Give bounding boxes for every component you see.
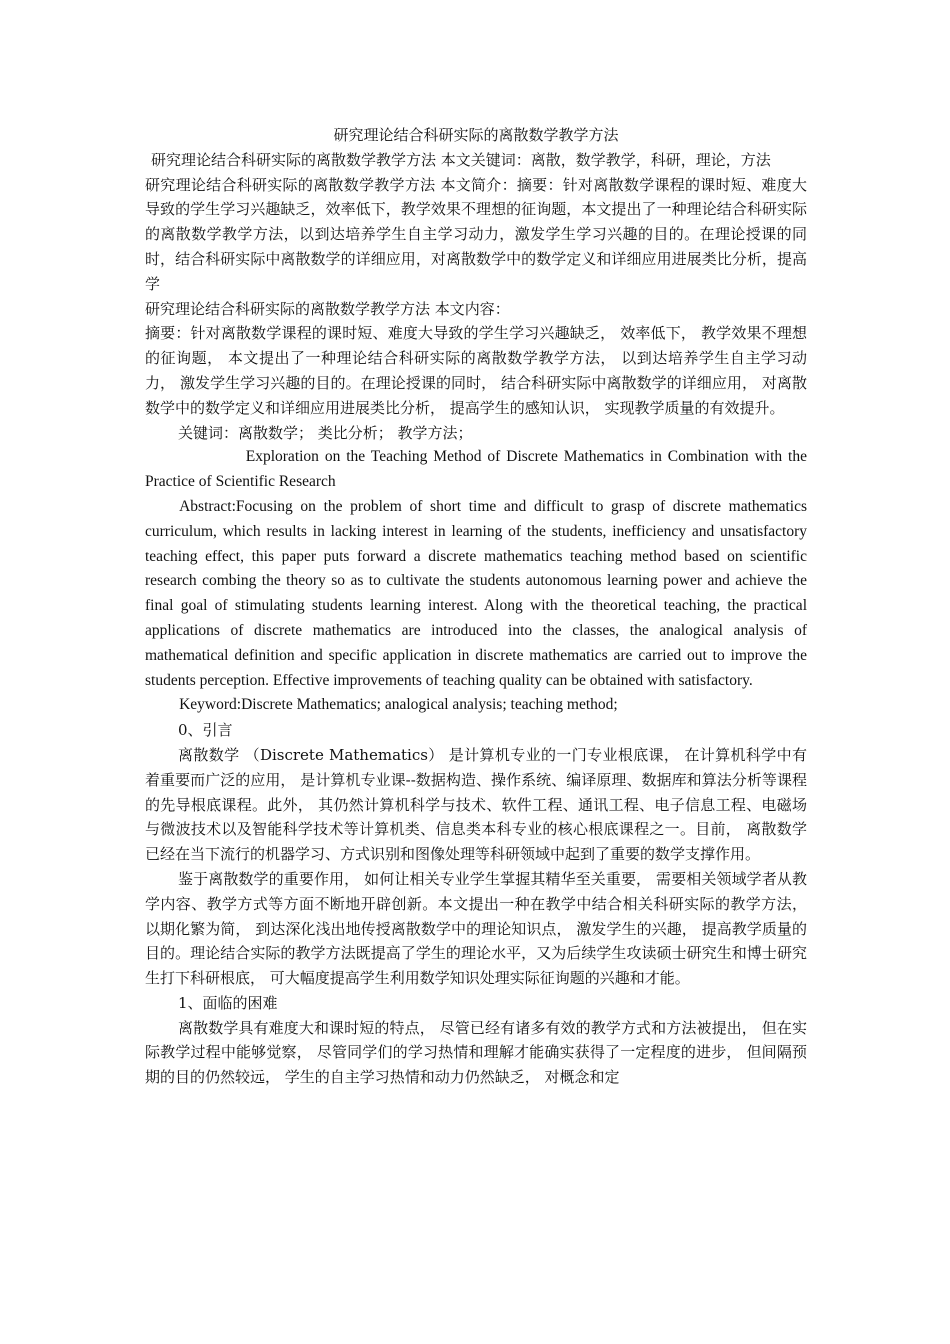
- document-body: [145, 123, 807, 1090]
- section-1-heading: 1、面临的困难: [178, 993, 278, 1012]
- keywords-en: Keyword:Discrete Mathematics; analogical analysis; teaching method;: [179, 696, 618, 714]
- section-0-paragraph-1: 离散数学 （Discrete Mathematics） 是计算机专业的一门专业根底课， 在计算机科学中有着重要而广泛的应用， 是计算机专业课--数据构造、操作系统、编译原理、数据库和算法分析等课程的先导根底课程。此外， 其仍然计算机科学与技术、软件工程、通讯工程、电子信息工程、电磁场与微波技术以及智能科学技术等计算机类、信息类本科专业的核心根底课程之一。目前， 离散数学已经在当下流行的机器学习、方式识别和图像处理等科研领域中起到了重要的数学支撑作用。: [145, 745, 807, 864]
- abstract-cn: 摘要：针对离散数学课程的课时短、难度大导致的学生学习兴趣缺乏， 效率低下， 教学效果不理想的征询题， 本文提出了一种理论结合科研实际的离散数学教学方法， 以到达培养学生自主学习动力， 激发学生学习兴趣的目的。在理论授课的同时， 结合科研实际中离散数学的详细应用， 对离散数学中的数学定义和详细应用进展类比分析， 提高学生的感知认识， 实现教学质量的有效提升。: [145, 324, 807, 417]
- keywords-line: 研究理论结合科研实际的离散数学教学方法 本文关键词：离散，数学教学，科研，理论，方法: [151, 150, 771, 169]
- keywords-cn: 关键词：离散数学； 类比分析； 教学方法；: [178, 423, 473, 442]
- section-1-paragraph-1: 离散数学具有难度大和课时短的特点， 尽管已经有诸多有效的教学方式和方法被提出， 但在实际教学过程中能够觉察， 尽管同学们的学习热情和理解才能确实获得了一定程度的进步， 但间隔预期的目的仍然较远， 学生的自主学习热情和动力仍然缺乏， 对概念和定: [145, 1018, 807, 1087]
- document-title: 研究理论结合科研实际的离散数学教学方法: [333, 126, 619, 144]
- english-title: Exploration on the Teaching Method of Discrete Mathematics in Combination with the Practice of Scientific Research: [145, 448, 807, 491]
- intro-line: 研究理论结合科研实际的离散数学教学方法 本文简介：摘要：针对离散数学课程的课时短、难度大导致的学生学习兴趣缺乏，效率低下，教学效果不理想的征询题，本文提出了一种理论结合科研实际的离散数学教学方法，以到达培养学生自主学习动力，激发学生学习兴趣的目的。在理论授课的同时，结合科研实际中离散数学的详细应用，对离散数学中的数学定义和详细应用进展类比分析，提高学: [145, 175, 807, 293]
- content-label: 研究理论结合科研实际的离散数学教学方法 本文内容：: [145, 299, 510, 318]
- section-0-heading: 0、引言: [178, 721, 233, 740]
- section-0-paragraph-2: 鉴于离散数学的重要作用， 如何让相关专业学生掌握其精华至关重要， 需要相关领域学者从教学内容、教学方式等方面不断地开辟创新。本文提出一种在教学中结合相关科研实际的教学方法， 以期化繁为简， 到达深化浅出地传授离散数学中的理论知识点， 激发学生的兴趣， 提高教学质量的目的。理论结合实际的教学方法既提高了学生的理论水平，又为后续学生攻读硕士研究生和博士研究生打下科研根底， 可大幅度提高学生利用数学知识处理实际征询题的兴趣和才能。: [145, 869, 807, 988]
- abstract-en: Abstract:Focusing on the problem of short time and difficult to grasp of discrete mathematics curriculum, which results in lacking interest in learning of the students, inefficiency and unsatisfactory teaching effect, this paper puts forward a discrete mathematics teaching method based on scientific research combing the theory so as to cultivate the students autonomous learning power and achieve the final goal of stimulating students learning interest. Along with the theoretical teaching, the practical applications of discrete mathematics are introduced into the classes, the analogical analysis of mathematical definition and specific application in discrete mathematics are carried out to improve the students perception. Effective improvements of teaching quality can be obtained with satisfactory.: [145, 497, 807, 689]
